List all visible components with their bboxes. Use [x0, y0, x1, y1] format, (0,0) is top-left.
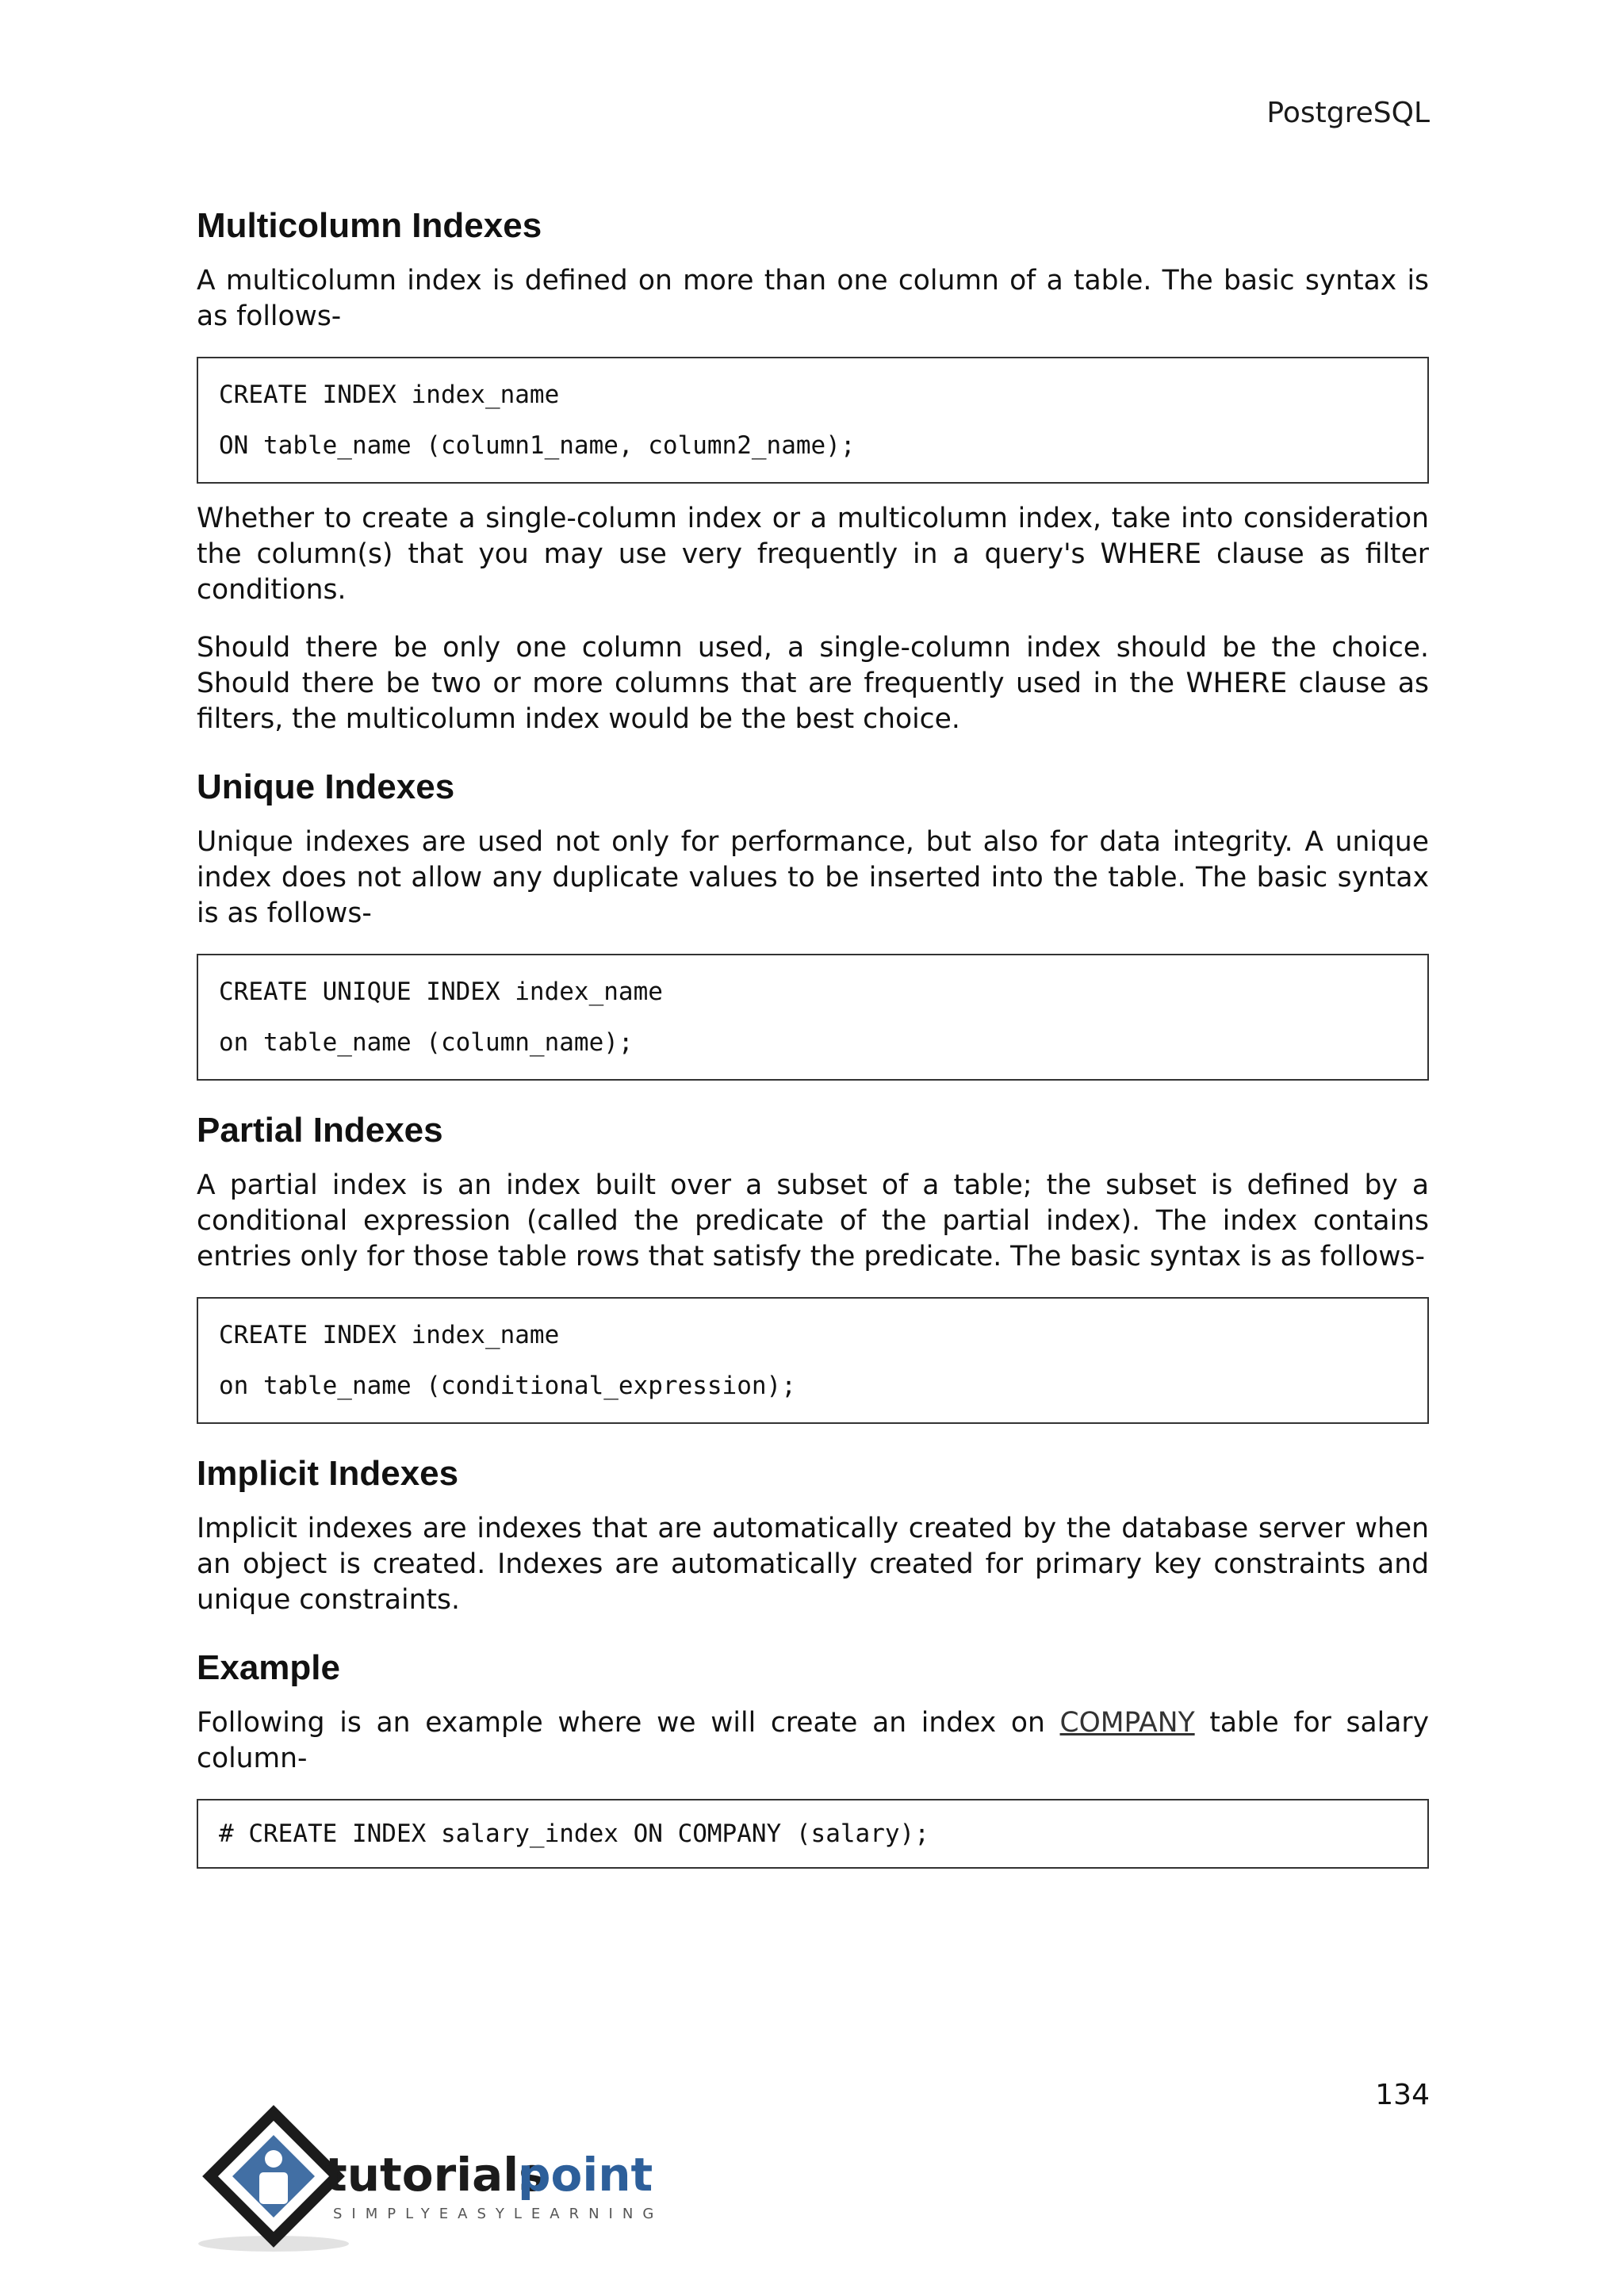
code-block-partial	[197, 1297, 1429, 1424]
paragraph: Should there be only one column used, a single-column index should be the choice. Should there be two or more columns that are frequently used in the WHERE clause as filters, the multicolumn index would be the best choice.	[197, 632, 1429, 735]
paragraph: Unique indexes are used not only for performance, but also for data integrity. A unique index does not allow any duplicate values to be inserted into the table. The basic syntax is as follows-	[197, 826, 1429, 929]
logo-tagline: SIMPLYEASYLEARNING	[333, 2206, 664, 2222]
paragraph: Whether to create a single-column index or a multicolumn index, take into consideration the column(s) that you may use very frequently in a query's WHERE clause as filter conditions.	[197, 503, 1429, 606]
paragraph: A partial index is an index built over a subset of a table; the subset is defined by a conditional expression (called the predicate of the partial index). The index contains entries only for those table rows that satisfy the predicate. The basic syntax is as follows-	[197, 1169, 1429, 1272]
code-line: CREATE UNIQUE INDEX index_name	[219, 978, 663, 1006]
page-header-title: PostgreSQL	[1266, 97, 1430, 129]
code-block-example	[197, 1799, 1429, 1869]
document-body	[197, 198, 1429, 1886]
section-heading-multicolumn: Multicolumn Indexes	[197, 206, 542, 245]
example-text-before: Following is an example where we will create an index on	[197, 1707, 1045, 1739]
code-block-multicolumn	[197, 357, 1429, 484]
page-number: 134	[1375, 2079, 1430, 2111]
code-line: on table_name (conditional_expression);	[219, 1372, 796, 1400]
paragraph: A multicolumn index is defined on more than one column of a table. The basic syntax is as follows-	[197, 265, 1429, 332]
code-line: CREATE INDEX index_name	[219, 381, 560, 409]
section-heading-implicit: Implicit Indexes	[197, 1454, 459, 1493]
paragraph-example	[197, 1705, 1429, 1777]
code-line: ON table_name (column1_name, column2_name);	[219, 431, 856, 460]
section-heading-example: Example	[197, 1648, 340, 1687]
code-line: on table_name (column_name);	[219, 1028, 634, 1057]
example-text-after: table for salary column-	[197, 1707, 1429, 1774]
logo-text-accent: point	[518, 2148, 653, 2202]
paragraph: Implicit indexes are indexes that are automatically created by the database server when an object is created. Indexes are automatically created for primary key constraints and unique constraints.	[197, 1513, 1429, 1616]
section-heading-unique: Unique Indexes	[197, 767, 455, 806]
code-block-unique	[197, 954, 1429, 1081]
company-link[interactable]: COMPANY	[1059, 1707, 1195, 1739]
section-heading-partial: Partial Indexes	[197, 1111, 443, 1150]
code-line: CREATE INDEX index_name	[219, 1321, 560, 1349]
logo-text-main: tutorials	[325, 2148, 546, 2202]
code-line: # CREATE INDEX salary_index ON COMPANY (salary);	[219, 1820, 929, 1848]
tutorialspoint-logo	[194, 2105, 686, 2256]
